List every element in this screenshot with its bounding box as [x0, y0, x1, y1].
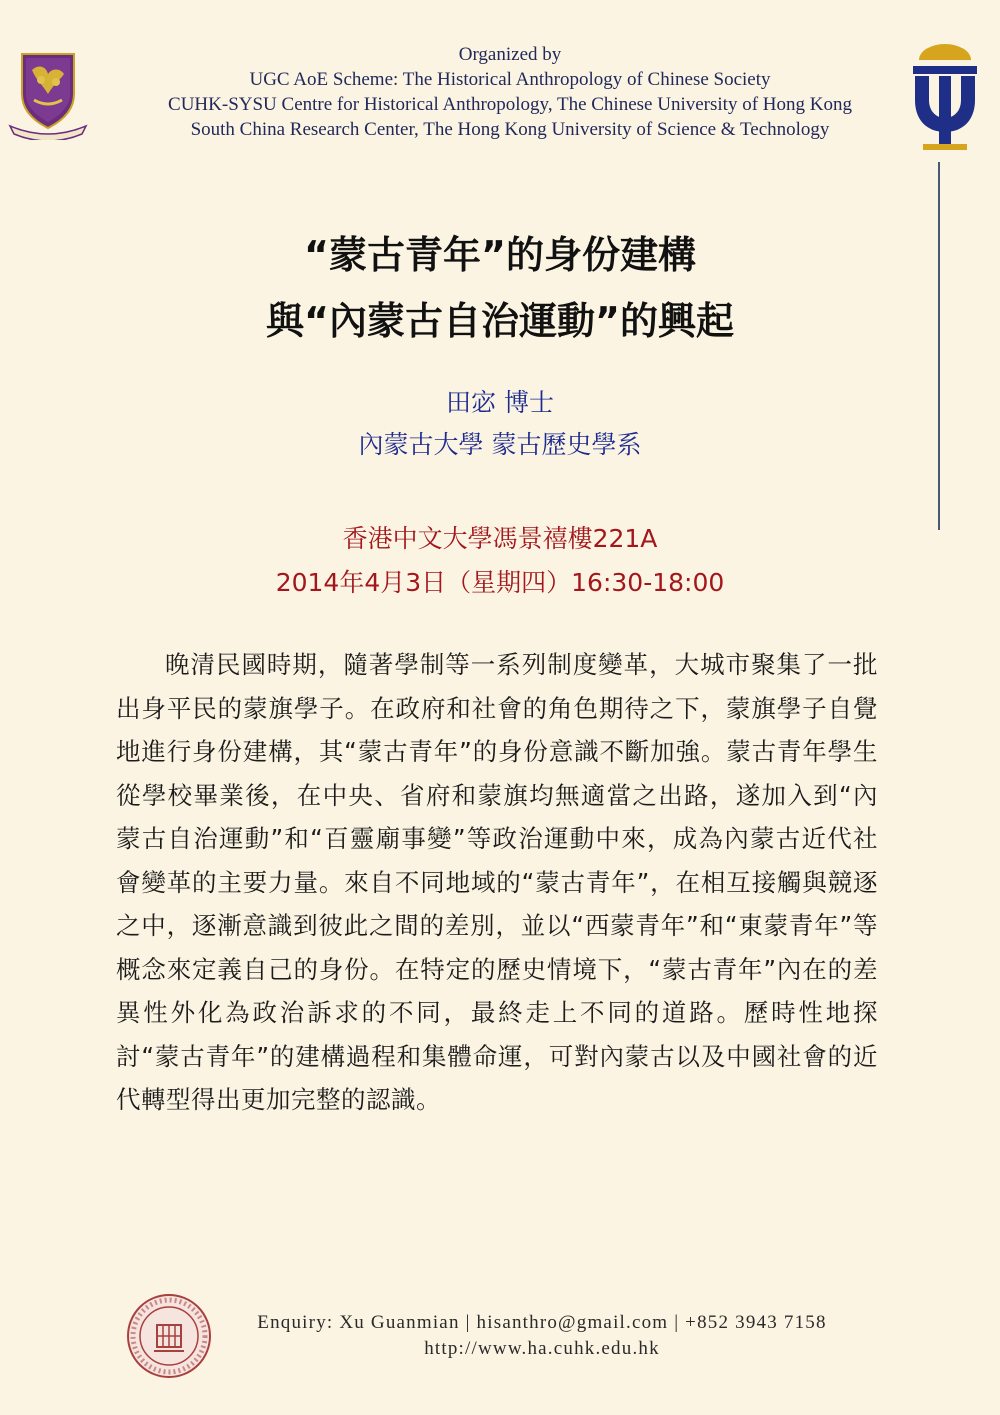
- vertical-rule: [938, 162, 940, 530]
- organizer-line: South China Research Center, The Hong Kong University of Science & Technology: [190, 119, 830, 140]
- website-link[interactable]: http://www.ha.cuhk.edu.hk: [424, 1338, 660, 1359]
- event-datetime: 2014年4月3日（星期四）16:30-18:00: [275, 568, 725, 597]
- centre-seal-icon: [126, 1293, 212, 1379]
- title-line-1: “蒙古青年”的身份建構: [304, 233, 696, 277]
- organizers-block: [90, 42, 930, 142]
- speaker-name: 田宓 博士: [446, 388, 554, 417]
- cuhk-crest-icon: [8, 50, 88, 140]
- organizer-line: UGC AoE Scheme: The Historical Anthropology of Chinese Society: [249, 69, 771, 90]
- footer: [222, 1310, 862, 1362]
- speaker-affiliation: 內蒙古大學 蒙古歷史學系: [358, 430, 642, 459]
- organizers-heading: Organized by: [458, 44, 562, 65]
- speaker-block: [100, 382, 900, 466]
- enquiry-line: Enquiry: Xu Guanmian | hisanthro@gmail.com | +852 3943 7158: [257, 1312, 827, 1333]
- organizer-line: CUHK-SYSU Centre for Historical Anthropology, The Chinese University of Hong Kong: [168, 94, 852, 115]
- abstract-text: 晚清民國時期，隨著學制等一系列制度變革，大城市聚集了一批出身平民的蒙旗學子。在政府和社會的角色期待之下，蒙旗學子自覺地進行身份建構，其“蒙古青年”的身份意識不斷加強。蒙古青年學生從學校畢業後，在中央、省府和蒙旗均無適當之出路，遂加入到“內蒙古自治運動”和“百靈廟事變”等政治運動中來，成為內蒙古近代社會變革的主要力量。來自不同地域的“蒙古青年”，在相互接觸與競逐之中，逐漸意識到彼此之間的差別，並以“西蒙青年”和“東蒙青年”等概念來定義自己的身份。在特定的歷史情境下，“蒙古青年”內在的差異性外化為政治訴求的不同，最終走上不同的道路。歷時性地探討“蒙古青年”的建構過程和集體命運，可對內蒙古以及中國社會的近代轉型得出更加完整的認識。: [116, 650, 878, 1114]
- talk-title: [100, 222, 900, 354]
- title-line-2: 與“內蒙古自治運動”的興起: [266, 299, 734, 343]
- event-block: [100, 517, 900, 605]
- event-venue: 香港中文大學馮景禧樓221A: [342, 524, 658, 553]
